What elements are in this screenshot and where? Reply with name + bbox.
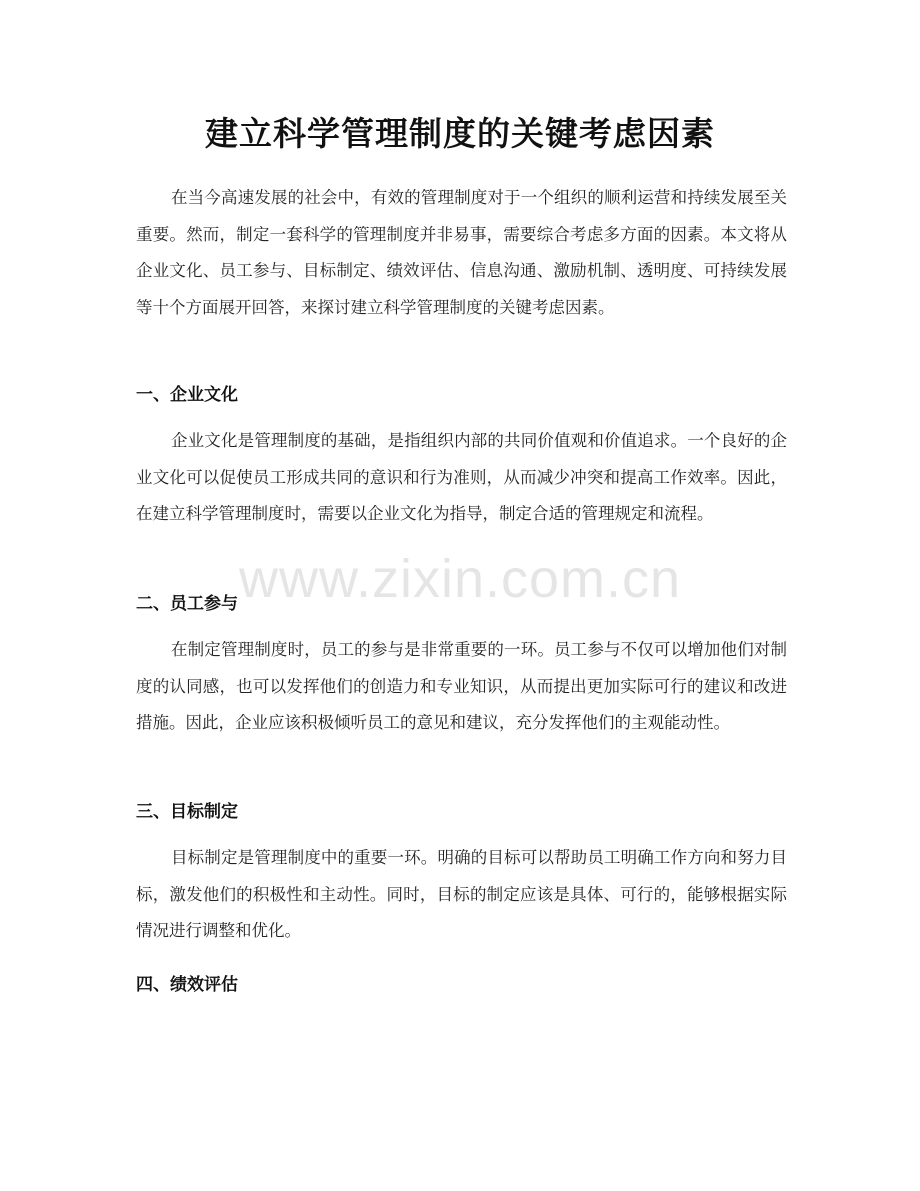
section-body-3: 目标制定是管理制度中的重要一环。明确的目标可以帮助员工明确工作方向和努力目标，激发他们的积极性和主动性。同时，目标的制定应该是具体、可行的，能够根据实际情况进行调整和优化。 — [136, 848, 787, 940]
intro-paragraph: 在当今高速发展的社会中，有效的管理制度对于一个组织的顺利运营和持续发展至关重要。然而，制定一套科学的管理制度并非易事，需要综合考虑多方面的因素。本文将从企业文化、员工参与、目标制定、绩效评估、信息沟通、激励机制、透明度、可持续发展等十个方面展开回答，来探讨建立科学管理制度的关键考虑因素。 — [136, 188, 787, 317]
section-heading-2: 二、员工参与 — [136, 594, 238, 614]
section-heading-3: 三、目标制定 — [136, 802, 238, 822]
section-body-2: 在制定管理制度时，员工的参与是非常重要的一环。员工参与不仅可以增加他们对制度的认同感，也可以发挥他们的创造力和专业知识，从而提出更加实际可行的建议和改进措施。因此，企业应该积极倾听员工的意见和建议，充分发挥他们的主观能动性。 — [136, 640, 787, 732]
section-heading-1: 一、企业文化 — [136, 385, 238, 405]
section-heading-4: 四、绩效评估 — [136, 975, 238, 995]
document-title: 建立科学管理制度的关键考虑因素 — [205, 114, 715, 153]
section-body-1: 企业文化是管理制度的基础，是指组织内部的共同价值观和价值追求。一个良好的企业文化可以促使员工形成共同的意识和行为准则，从而减少冲突和提高工作效率。因此，在建立科学管理制度时，需要以企业文化为指导，制定合适的管理规定和流程。 — [136, 431, 787, 523]
watermark: www.zixin.com.cn — [238, 549, 682, 609]
